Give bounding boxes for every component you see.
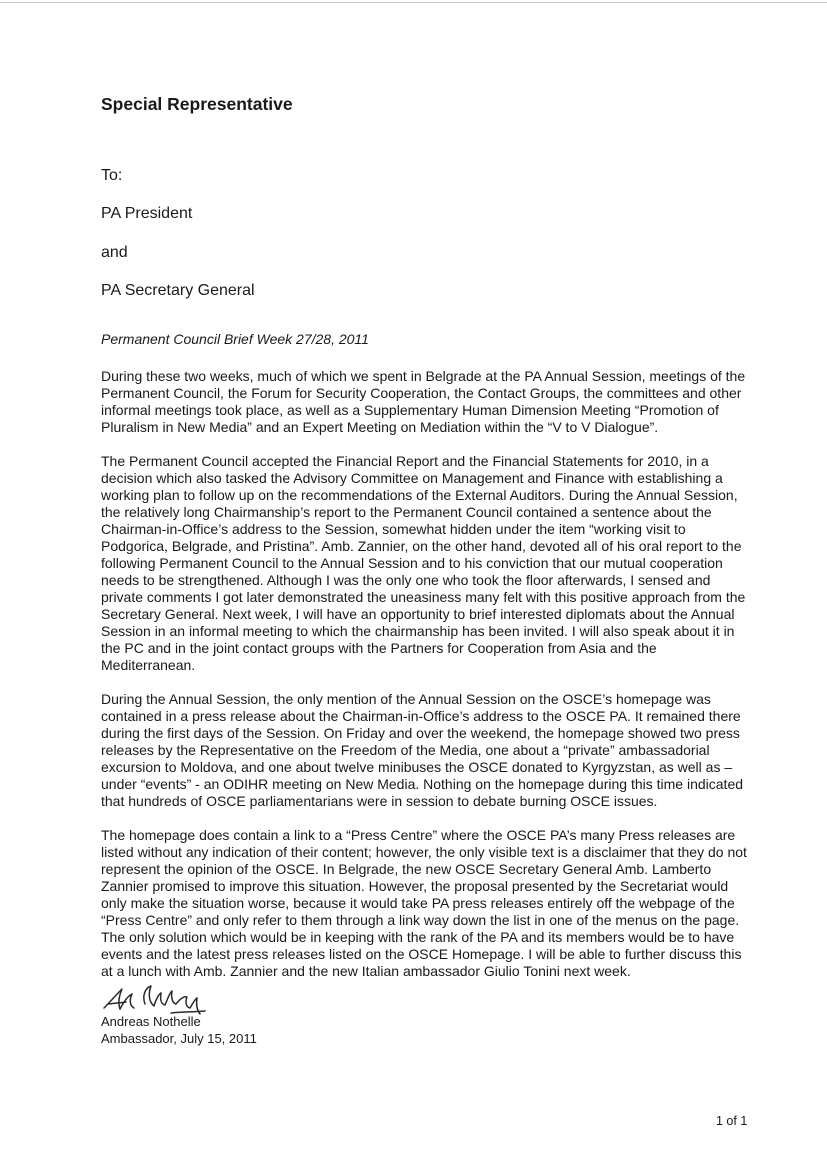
document-page xyxy=(101,92,749,1047)
addressee-and: and xyxy=(101,244,128,261)
body-paragraph: The homepage does contain a link to a “Press Centre” where the OSCE PA’s many Press releases are listed without any indication of their content; however, the only visible text is a disclaimer that they do not represent the opinion of the OSCE. In Belgrade, the new OSCE Secretary General Amb. Lamberto Zannier promised to improve this situation. However, the proposal presented by the Secretariat would only make the situation worse, because it would take PA press releases entirely off the webpage of the “Press Centre” and only refer to them through a link way down the list in one of the menus on the page. The only solution which would be in keeping with the rank of the PA and its members would be to have events and the latest press releases listed on the OSCE Homepage. I will be able to further discuss this at a lunch with Amb. Zannier and the new Italian ambassador Giulio Tonini next week. xyxy=(101,827,747,979)
page-edge-rule xyxy=(0,2,827,3)
brief-title: Permanent Council Brief Week 27/28, 2011 xyxy=(101,331,369,347)
signatory-name: Andreas Nothelle xyxy=(101,1014,201,1029)
handwritten-signature xyxy=(101,982,211,1016)
addressee-pa-president: PA President xyxy=(101,205,193,222)
page-number: 1 of 1 xyxy=(716,1114,748,1128)
document-heading: Special Representative xyxy=(101,94,293,114)
signatory-role-date: Ambassador, July 15, 2011 xyxy=(101,1031,257,1046)
body-paragraph: The Permanent Council accepted the Financial Report and the Financial Statements for 2010, in a decision which also tasked the Advisory Committee on Management and Finance with establishing a working plan to follow up on the recommendations of the External Auditors. During the Annual Session, the relatively long Chairmanship’s report to the Permanent Council contained a sentence about the Chairman-in-Office’s address to the Session, somewhat hidden under the item “working visit to Podgorica, Belgrade, and Pristina”. Amb. Zannier, on the other hand, devoted all of his oral report to the following Permanent Council to the Annual Session and to his conviction that our mutual cooperation needs to be strengthened. Although I was the only one who took the floor afterwards, I sensed and private comments I got later demonstrated the uneasiness many felt with this positive approach from the Secretary General. Next week, I will have an opportunity to brief interested diplomats about the Annual Session in an informal meeting to which the chairmanship has been invited. I will also speak about it in the PC and in the joint contact groups with the Partners for Cooperation from Asia and the Mediterranean. xyxy=(101,453,746,673)
addressee-to: To: xyxy=(101,167,123,184)
addressee-pa-secretary-general: PA Secretary General xyxy=(101,282,255,299)
body-paragraph: During these two weeks, much of which we spent in Belgrade at the PA Annual Session, meetings of the Permanent Council, the Forum for Security Cooperation, the Contact Groups, the committees and other informal meetings took place, as well as a Supplementary Human Dimension Meeting “Promotion of Pluralism in New Media” and an Expert Meeting on Mediation within the “V to V Dialogue”. xyxy=(101,368,746,435)
body-paragraph: During the Annual Session, the only mention of the Annual Session on the OSCE’s homepage was contained in a press release about the Chairman-in-Office’s address to the OSCE PA. It remained there during the first days of the Session. On Friday and over the weekend, the homepage showed two press releases by the Representative on the Freedom of the Media, one about a “private” ambassadorial excursion to Moldova, and one about twelve minibuses the OSCE donated to Kyrgyzstan, as well as – under “events” - an ODIHR meeting on New Media. Nothing on the homepage during this time indicated that hundreds of OSCE parliamentarians were in session to debate burning OSCE issues. xyxy=(101,691,744,809)
